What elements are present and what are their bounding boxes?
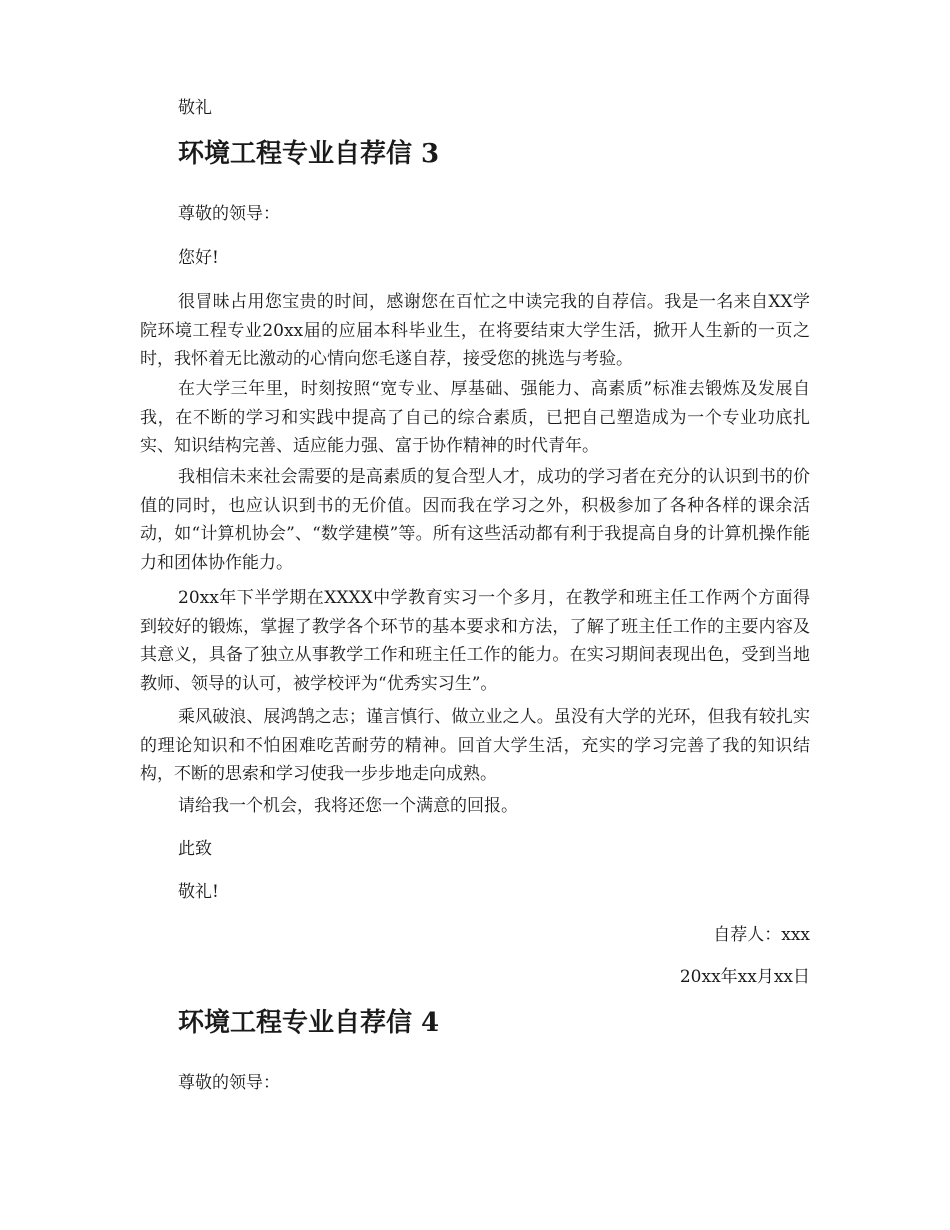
letter3-paragraph-3: 我相信未来社会需要的是高素质的复合型人才，成功的学习者在充分的认识到书的价值的同时，也应认识到书的无价值。因而我在学习之外，积极参加了各种各样的课余活动，如“计算机协会”、“数学建模”等。所有这些活动都有利于我提高自身的计算机操作能力和团体协作能力。	[140, 467, 810, 573]
letter3-salutation: 尊敬的领导：	[178, 204, 280, 224]
letter3-paragraph-4: 20xx年下半学期在XXXX中学教育实习一个多月，在教学和班主任工作两个方面得到较好的锻炼，掌握了教学各个环节的基本要求和方法，了解了班主任工作的主要内容及其意义，具备了独立从事教学工作和班主任工作的能力。在实习期间表现出色，受到当地教师、领导的认可，被学校评为“优秀实习生”。	[140, 588, 810, 694]
letter3-greeting: 您好!	[178, 248, 219, 268]
letter4-salutation: 尊敬的领导：	[178, 1073, 280, 1093]
letter3-title: 环境工程专业自荐信 3	[178, 139, 440, 169]
letter3-request: 请给我一个机会，我将还您一个满意的回报。	[178, 796, 518, 816]
letter3-signature: 自荐人：xxx	[713, 925, 810, 945]
top-closing: 敬礼	[178, 98, 212, 118]
letter4-title: 环境工程专业自荐信 4	[178, 1008, 440, 1038]
letter3-closing-1: 此致	[178, 839, 212, 859]
letter3-paragraph-2: 在大学三年里，时刻按照“宽专业、厚基础、强能力、高素质”标准去锻炼及发展自我，在不断的学习和实践中提高了自己的综合素质，已把自己塑造成为一个专业功底扎实、知识结构完善、适应能力强、富于协作精神的时代青年。	[140, 379, 810, 456]
letter3-paragraph-1: 很冒昧占用您宝贵的时间，感谢您在百忙之中读完我的自荐信。我是一名来自XX学院环境工程专业20xx届的应届本科毕业生，在将要结束大学生活，掀开人生新的一页之时，我怀着无比激动的心情向您毛遂自荐，接受您的挑选与考验。	[140, 292, 810, 369]
letter3-closing-2: 敬礼!	[178, 882, 219, 902]
letter3-paragraph-5: 乘风破浪、展鸿鹄之志；谨言慎行、做立业之人。虽没有大学的光环，但我有较扎实的理论知识和不怕困难吃苦耐劳的精神。回首大学生活，充实的学习完善了我的知识结构，不断的思索和学习使我一步步地走向成熟。	[140, 707, 810, 784]
letter3-date: 20xx年xx月xx日	[679, 967, 810, 987]
